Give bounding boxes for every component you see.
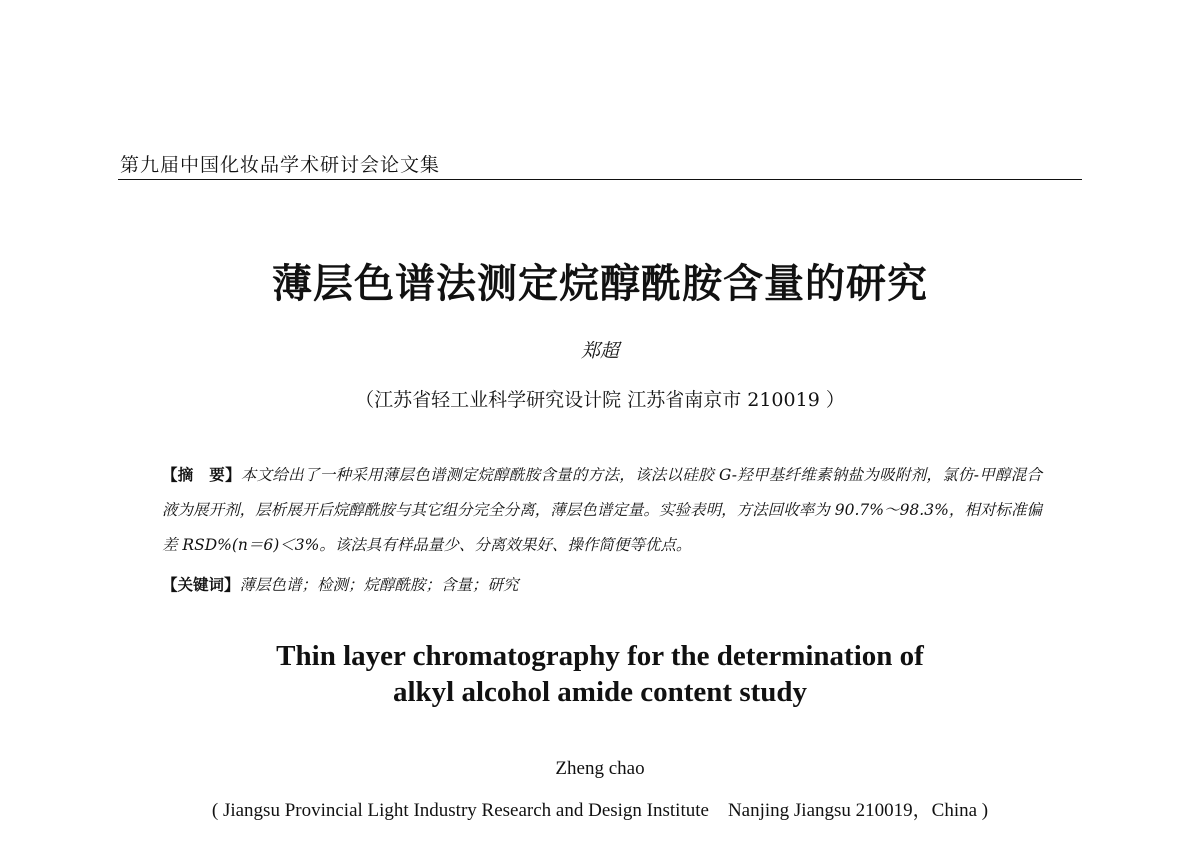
author-name-english: Zheng chao (555, 758, 645, 779)
keywords-label: 【关键词】 (162, 576, 240, 594)
title-english-line-2: alkyl alcohol amide content study (392, 676, 808, 708)
author-name-chinese: 郑超 (580, 340, 619, 362)
title-english-line-1: Thin layer chromatography for the determination of (276, 640, 924, 672)
keywords-text: 薄层色谱；检测；烷醇酰胺；含量；研究 (239, 576, 519, 594)
affiliation-chinese: （江苏省轻工业科学研究设计院 江苏省南京市 210019 ） (355, 389, 845, 411)
abstract-label: 【摘 要】 (162, 466, 241, 484)
paper-title-chinese: 薄层色谱法测定烷醇酰胺含量的研究 (272, 261, 928, 307)
paper-title-english (0, 638, 1200, 710)
running-header: 第九届中国化妆品学术研讨会论文集 (120, 154, 441, 176)
abstract-text: 本文给出了一种采用薄层色谱测定烷醇酰胺含量的方法，该法以硅胶 G-羟甲基纤维素钠盐为吸附剂，氯仿-甲醇混合液为展开剂，层析展开后烷醇酰胺与其它组分完全分离，薄层色谱定量。实验表明，方法回收率为 90.7%～98.3%，相对标准偏差 RSD%(n＝6)＜3%。该法具有样品量少、分离效果好、操作简便等优点。 (162, 466, 1042, 554)
keywords-chinese (162, 572, 1042, 598)
abstract-chinese (162, 458, 1042, 563)
header-rule (118, 179, 1082, 180)
affiliation-english: ( Jiangsu Provincial Light Industry Research and Design Institute Nanjing Jiangsu 210019，China ) (211, 800, 989, 821)
